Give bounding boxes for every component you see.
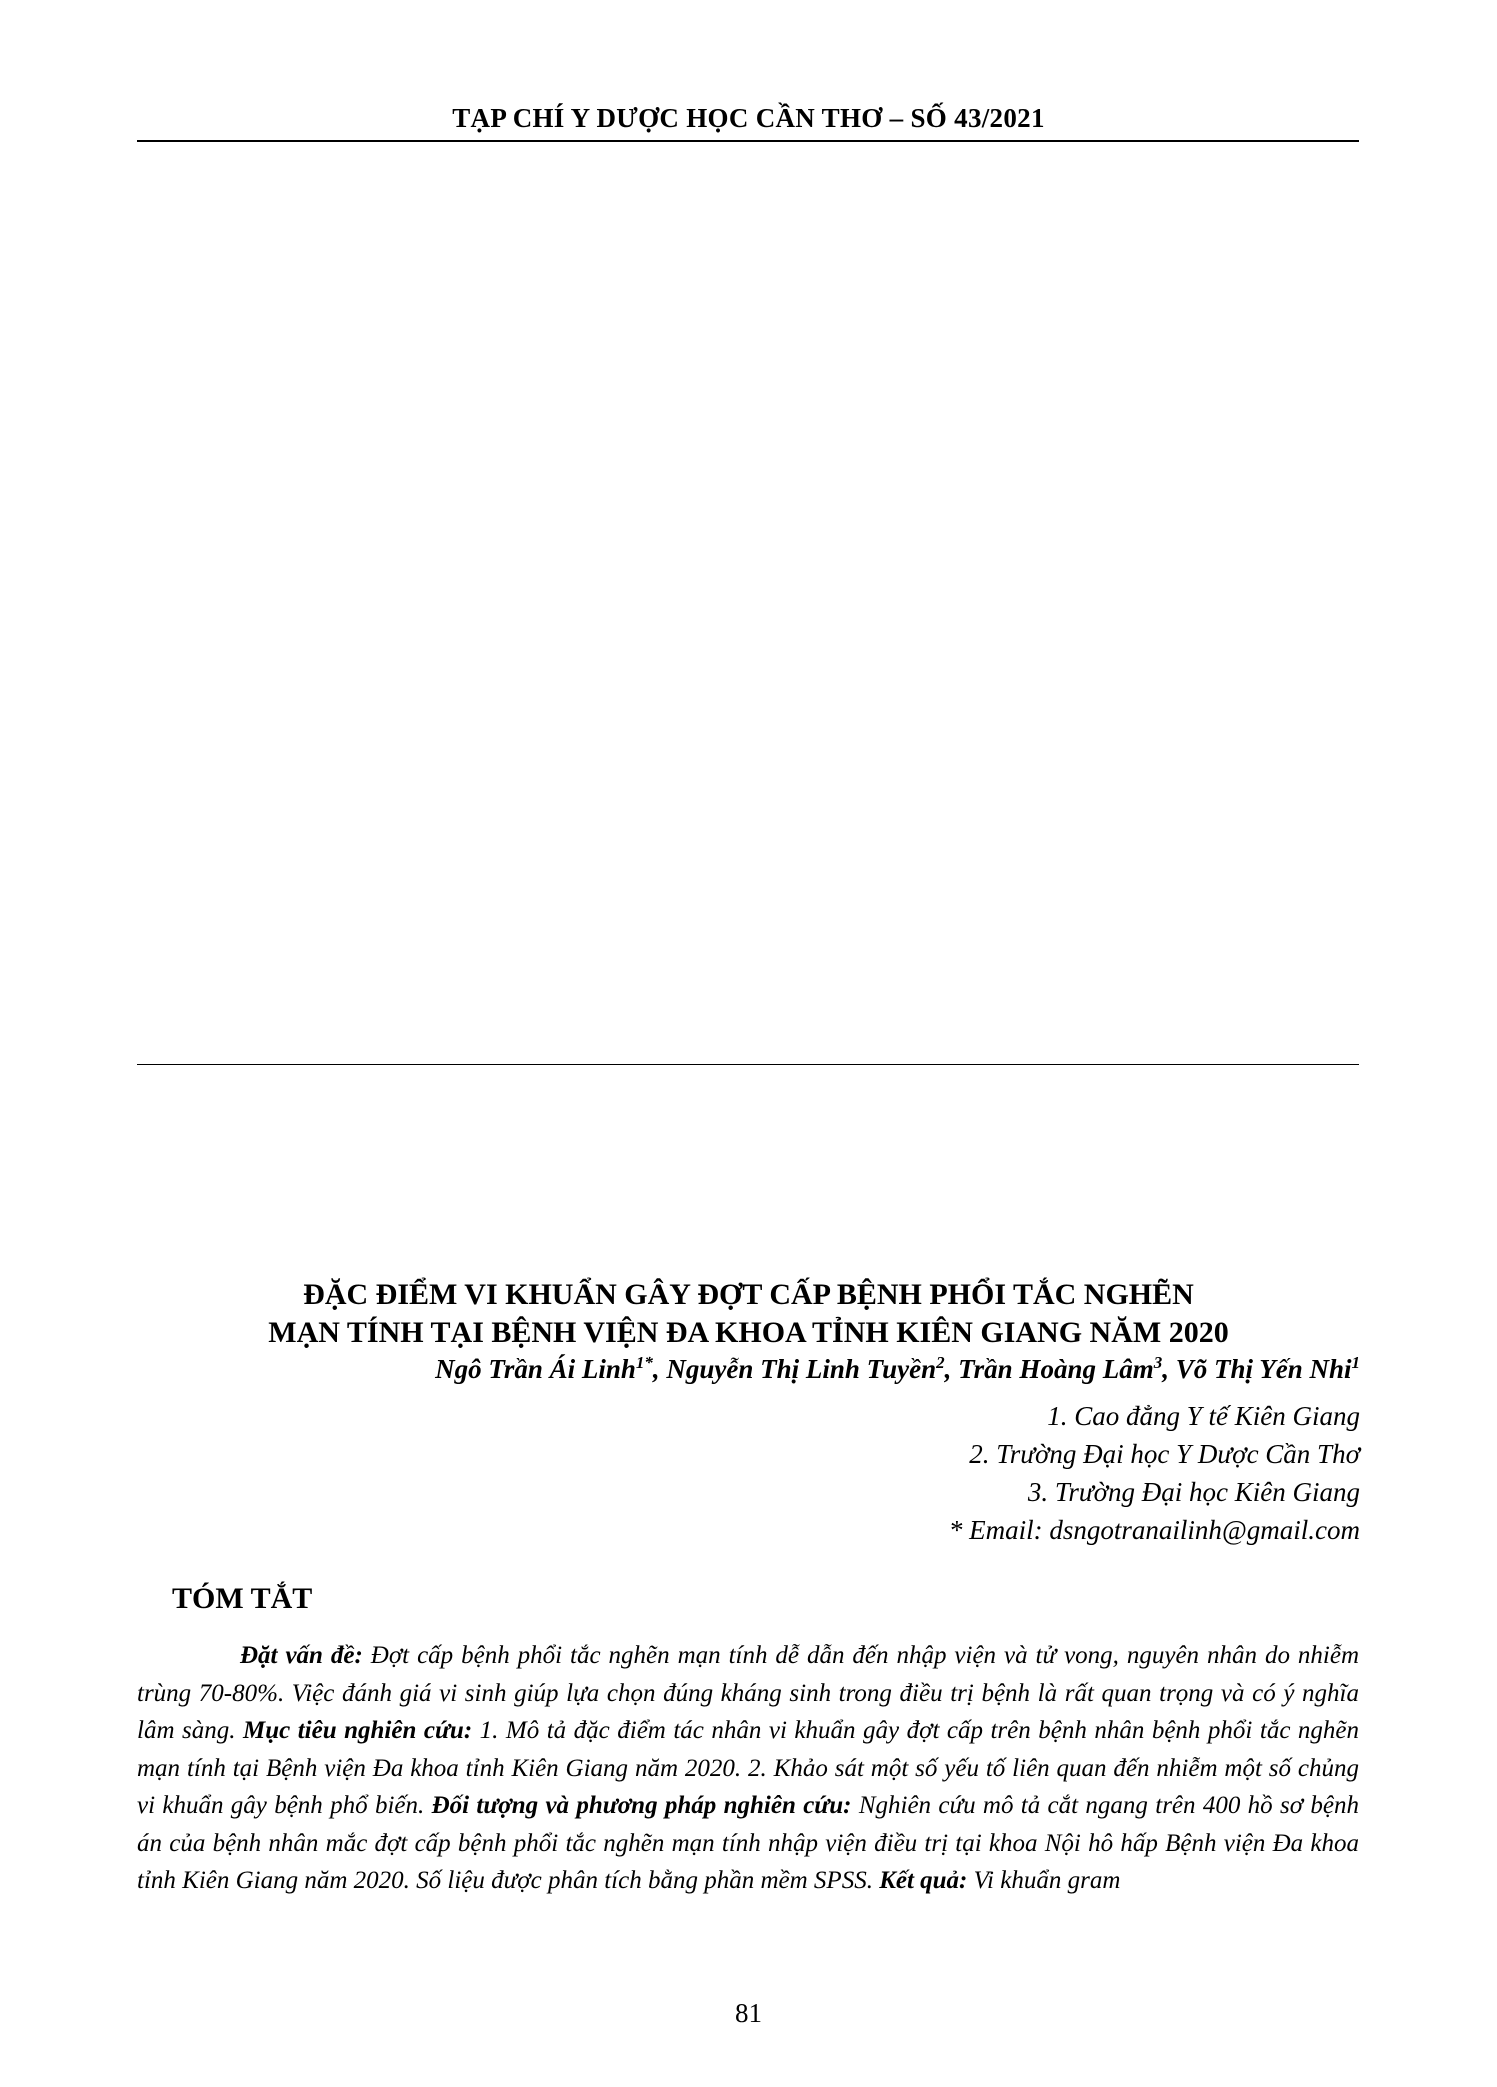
abstract-heading: TÓM TẮT: [172, 1582, 313, 1615]
abstract-label: Đối tượng và phương pháp nghiên cứu:: [431, 1792, 852, 1819]
author-mark: 1: [1351, 1353, 1360, 1372]
article-title-line-2: MẠN TÍNH TẠI BỆNH VIỆN ĐA KHOA TỈNH KIÊN GIANG NĂM 2020: [268, 1316, 1229, 1349]
abstract-label: Mục tiêu nghiên cứu:: [242, 1717, 473, 1744]
author-mark: 3: [1153, 1353, 1163, 1372]
affiliation-list: [949, 1397, 1360, 1549]
author-separator: ,: [944, 1354, 959, 1384]
abstract-text: Nghiên cứu mô tả cắt ngang trên 400 hồ sơ bệnh án của bệnh nhân mắc đợt cấp bệnh phổi tắc nghẽn mạn tính nhập viện điều trị tại khoa Nội hô hấp Bệnh viện Đa khoa tỉnh Kiên Giang năm 2020. Số liệu được phân tích bằng phần mềm SPSS.: [137, 1792, 1359, 1894]
page-number: 81: [735, 1998, 762, 2028]
article-title-line-1: ĐẶC ĐIỂM VI KHUẨN GÂY ĐỢT CẤP BỆNH PHỔI TẮC NGHẼN: [303, 1278, 1194, 1311]
abstract-text: Vi khuẩn gram: [967, 1867, 1121, 1894]
author-name: Trần Hoàng Lâm: [958, 1354, 1154, 1384]
affiliation-item: 1. Cao đẳng Y tế Kiên Giang: [1047, 1401, 1360, 1431]
abstract-label: Đặt vấn đề:: [240, 1642, 363, 1669]
abstract-label: Kết quả:: [879, 1867, 968, 1894]
author-list: [435, 1354, 1360, 1385]
abstract-text: Đợt cấp bệnh phổi tắc nghẽn mạn tính dễ dẫn đến nhập viện và tử vong, nguyên nhân do nhiễm trùng 70-80%. Việc đánh giá vi sinh giúp lựa chọn đúng kháng sinh trong điều trị bệnh là rất quan trọng và có ý nghĩa lâm sàng.: [137, 1642, 1359, 1744]
affiliation-item: 3. Trường Đại học Kiên Giang: [1027, 1477, 1360, 1507]
header-rule: [137, 140, 1359, 142]
author-name: Nguyễn Thị Linh Tuyền: [666, 1354, 937, 1384]
contact-email: * Email: dsngotranailinh@gmail.com: [948, 1515, 1360, 1545]
affiliation-item: 2. Trường Đại học Y Dược Cần Thơ: [969, 1439, 1360, 1469]
author-separator: ,: [1162, 1354, 1176, 1384]
author-separator: ,: [652, 1354, 667, 1384]
author-mark: 1*: [635, 1353, 653, 1372]
abstract-body: [137, 1637, 1359, 1900]
abstract-text: 1. Mô tả đặc điểm tác nhân vi khuẩn gây đợt cấp trên bệnh nhân bệnh phổi tắc nghẽn mạn tính tại Bệnh viện Đa khoa tỉnh Kiên Giang năm 2020. 2. Khảo sát một số yếu tố liên quan đến nhiễm một số chủng vi khuẩn gây bệnh phổ biến.: [137, 1717, 1360, 1819]
journal-header: TẠP CHÍ Y DƯỢC HỌC CẦN THƠ – SỐ 43/2021: [452, 103, 1045, 133]
author-name: Võ Thị Yến Nhi: [1175, 1354, 1352, 1384]
author-mark: 2: [936, 1353, 945, 1372]
article-title: [0, 1276, 1497, 1352]
section-divider: [137, 1064, 1359, 1065]
author-name: Ngô Trần Ái Linh: [435, 1354, 636, 1384]
